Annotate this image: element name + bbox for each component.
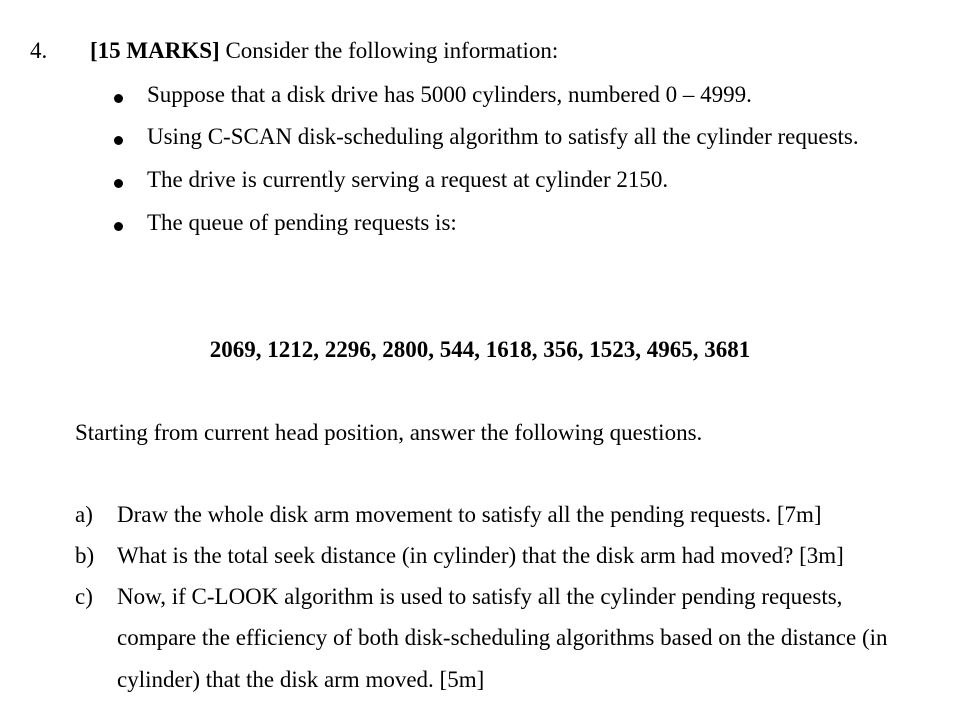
subquestion-label-a: a) [75,502,93,527]
bullet-icon [114,179,123,188]
subquestion-label-b: b) [75,543,95,568]
marks-label: [15 MARKS] [90,38,220,63]
question-header [90,38,558,64]
instruction-text: Starting from current head position, answer the following questions. [75,420,703,445]
question-intro: Consider the following information: [219,38,559,63]
subquestion-text-c-line3: cylinder) that the disk arm moved. [5m] [117,667,485,692]
subquestion-text-a: Draw the whole disk arm movement to satisfy all the pending requests. [7m] [117,502,822,527]
subquestion-text-c-line2: compare the efficiency of both disk-scheduling algorithms based on the distance (in [117,625,888,650]
question-number: 4. [30,38,48,63]
bullet-item: Using C-SCAN disk-scheduling algorithm to satisfy all the cylinder requests. [147,124,859,149]
bullet-icon [114,222,123,231]
subquestion-text-c-line1: Now, if C-LOOK algorithm is used to satisfy all the cylinder pending requests, [117,584,843,609]
subquestion-label-c: c) [75,584,93,609]
bullet-icon [114,94,123,103]
bullet-item: The queue of pending requests is: [147,210,457,235]
subquestion-text-b: What is the total seek distance (in cylinder) that the disk arm had moved? [3m] [117,543,844,568]
bullet-icon [114,136,123,145]
bullet-item: Suppose that a disk drive has 5000 cylinders, numbered 0 – 4999. [147,82,752,107]
request-queue: 2069, 1212, 2296, 2800, 544, 1618, 356, 1523, 4965, 3681 [209,337,751,362]
bullet-item: The drive is currently serving a request at cylinder 2150. [147,167,669,192]
